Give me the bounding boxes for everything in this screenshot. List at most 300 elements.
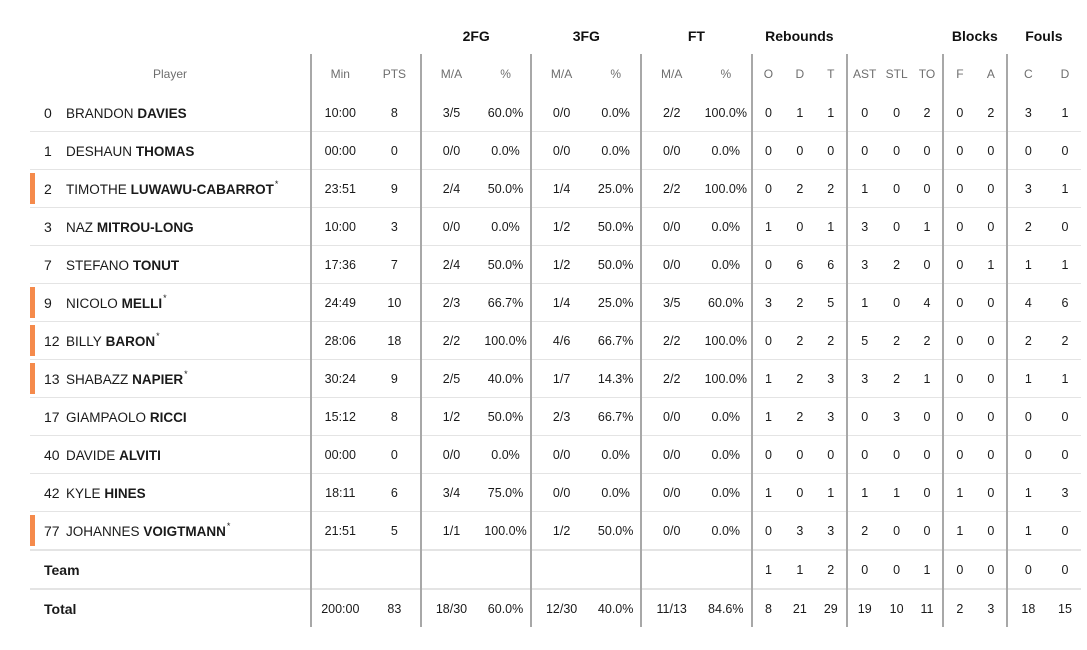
column-header-blk-a: A <box>986 67 995 81</box>
cell-blk-f: 0 <box>943 94 976 132</box>
team-row <box>30 550 1081 589</box>
cell-foul-d: 1 <box>1061 105 1069 120</box>
player-last-name: TONUT <box>132 257 180 273</box>
player-row <box>30 360 1081 398</box>
cell-ft-ma <box>641 550 701 589</box>
player-last-name: RICCI <box>149 409 187 425</box>
player-first-name: NAZ <box>66 219 93 235</box>
player-row <box>30 474 1081 512</box>
player-number: 42 <box>44 484 60 501</box>
cell-reb-t: 1 <box>815 474 847 512</box>
cell-ft-pct: 100.0% <box>701 322 751 360</box>
cell-reb-d: 2 <box>784 398 815 436</box>
cell-blk-f: 0 <box>943 132 976 170</box>
cell-reb-t: 0 <box>815 436 847 474</box>
cell-fg2-ma: 2/2 <box>421 322 481 360</box>
cell-fg3-ma: 1/2 <box>531 512 591 551</box>
cell-ast: 1 <box>847 474 881 512</box>
cell-foul-c: 1 <box>1007 246 1049 284</box>
cell-ast: 0 <box>847 132 881 170</box>
cell-fg3-pct: 66.7% <box>591 322 641 360</box>
player-first-name: TIMOTHE <box>66 181 127 197</box>
cell-reb-t: 2 <box>815 170 847 208</box>
cell-stl: 0 <box>881 208 912 246</box>
cell-min: 200:00 <box>311 589 369 627</box>
cell-foul-d: 0 <box>1049 550 1081 589</box>
player-last-name: ALVITI <box>119 447 161 463</box>
cell-reb-t: 1 <box>827 105 835 120</box>
cell-blk-f: 1 <box>943 474 976 512</box>
cell-pts: 9 <box>369 360 421 398</box>
cell-ast: 0 <box>847 436 881 474</box>
cell-foul-c: 1 <box>1007 512 1049 551</box>
group-header-ft: FT <box>687 28 705 44</box>
player-cell[interactable] <box>30 284 311 322</box>
cell-reb-o: 1 <box>752 208 785 246</box>
cell-fg3-ma <box>531 550 591 589</box>
cell-fg3-ma: 1/4 <box>531 170 591 208</box>
cell-ft-pct: 0.0% <box>701 246 751 284</box>
cell-pts: 83 <box>369 589 421 627</box>
column-header-foul-c: C <box>1007 54 1049 94</box>
cell-stl: 1 <box>881 474 912 512</box>
cell-ft-ma: 0/0 <box>641 512 701 551</box>
cell-fg2-ma: 2/4 <box>421 246 481 284</box>
player-row <box>30 132 1081 170</box>
player-first-name: JOHANNES <box>66 523 140 539</box>
cell-fg3-ma: 0/0 <box>531 436 591 474</box>
player-first-name: SHABAZZ <box>66 371 129 387</box>
team-label: Team <box>44 561 80 578</box>
cell-blk-f: 0 <box>943 246 976 284</box>
player-cell[interactable] <box>30 170 311 208</box>
cell-reb-t: 3 <box>815 360 847 398</box>
cell-fg2-pct: 75.0% <box>481 474 531 512</box>
cell-pts: 0 <box>369 132 421 170</box>
cell-blk-a: 0 <box>976 550 1007 589</box>
cell-ft-ma: 0/0 <box>641 246 701 284</box>
total-row <box>30 589 1081 627</box>
cell-fg3-ma: 12/30 <box>531 589 591 627</box>
cell-fg2-ma: 2/4 <box>421 170 481 208</box>
player-number: 40 <box>44 446 60 463</box>
column-header-ft-ma: M/A <box>641 54 701 94</box>
cell-foul-c: 1 <box>1007 360 1049 398</box>
player-cell[interactable] <box>30 436 311 474</box>
cell-fg3-ma: 1/4 <box>531 284 591 322</box>
cell-pts: 7 <box>369 246 421 284</box>
cell-ast: 0 <box>847 550 881 589</box>
cell-to: 2 <box>923 105 931 120</box>
cell-blk-a: 2 <box>987 105 995 120</box>
cell-pts: 0 <box>369 436 421 474</box>
cell-to: 0 <box>912 132 943 170</box>
cell-to: 1 <box>912 360 943 398</box>
player-last-name: THOMAS <box>135 143 195 159</box>
cell-fg2-pct: 100.0% <box>481 322 531 360</box>
cell-reb-d: 0 <box>784 208 815 246</box>
cell-fg3-ma: 1/2 <box>531 246 591 284</box>
cell-reb-o: 0 <box>752 132 785 170</box>
cell-fg3-pct: 0.0% <box>591 474 641 512</box>
player-cell[interactable] <box>30 512 311 551</box>
cell-blk-a: 0 <box>976 170 1007 208</box>
player-cell[interactable] <box>30 94 311 132</box>
player-row <box>30 398 1081 436</box>
player-last-name: DAVIES <box>137 105 187 121</box>
player-row <box>30 322 1081 360</box>
cell-reb-t: 2 <box>815 550 847 589</box>
column-header-min: Min <box>311 54 369 94</box>
cell-ft-pct: 0.0% <box>701 474 751 512</box>
player-number: 77 <box>44 522 60 539</box>
cell-reb-d: 3 <box>784 512 815 551</box>
cell-blk-a: 1 <box>976 246 1007 284</box>
cell-min: 18:11 <box>311 474 369 512</box>
starter-asterisk: * <box>274 178 279 189</box>
cell-to: 2 <box>912 322 943 360</box>
cell-blk-f: 0 <box>943 170 976 208</box>
cell-fg3-pct <box>591 550 641 589</box>
cell-ft-ma: 11/13 <box>641 589 701 627</box>
cell-foul-d: 0 <box>1049 512 1081 551</box>
cell-min: 10:00 <box>311 94 369 132</box>
cell-min: 28:06 <box>311 322 369 360</box>
player-row <box>30 94 1081 132</box>
cell-fg2-ma: 0/0 <box>421 436 481 474</box>
cell-reb-t: 2 <box>815 322 847 360</box>
player-cell[interactable] <box>30 322 311 360</box>
cell-pts: 10 <box>369 284 421 322</box>
group-header-2fg: 2FG <box>462 28 490 44</box>
cell-to: 0 <box>912 246 943 284</box>
cell-reb-d: 2 <box>784 170 815 208</box>
cell-fg3-pct: 25.0% <box>591 284 641 322</box>
cell-min: 15:12 <box>311 398 369 436</box>
cell-stl: 3 <box>881 398 912 436</box>
cell-fg2-pct: 66.7% <box>481 284 531 322</box>
column-header-blk-f: F <box>943 54 976 94</box>
cell-blk-f: 0 <box>943 360 976 398</box>
cell-ast: 0 <box>847 94 881 132</box>
group-header-row <box>30 18 1081 54</box>
cell-foul-c: 18 <box>1007 589 1049 627</box>
cell-reb-t: 0 <box>815 132 847 170</box>
cell-foul-d: 1 <box>1049 170 1081 208</box>
cell-foul-c: 2 <box>1007 208 1049 246</box>
cell-min: 00:00 <box>311 436 369 474</box>
player-number: 0 <box>44 104 52 121</box>
cell-min: 23:51 <box>311 170 369 208</box>
cell-foul-c: 4 <box>1007 284 1049 322</box>
cell-reb-o: 0 <box>752 246 785 284</box>
cell-stl: 0 <box>893 105 901 120</box>
player-first-name: BILLY <box>66 333 102 349</box>
player-cell[interactable] <box>30 398 311 436</box>
column-header-reb-o: O <box>752 54 785 94</box>
cell-stl: 0 <box>881 512 912 551</box>
player-number: 17 <box>44 408 60 425</box>
cell-fg2-pct <box>481 550 531 589</box>
cell-blk-f: 2 <box>943 589 976 627</box>
cell-ft-ma: 0/0 <box>641 436 701 474</box>
cell-foul-c: 3 <box>1007 170 1049 208</box>
cell-min: 21:51 <box>311 512 369 551</box>
cell-foul-d: 2 <box>1049 322 1081 360</box>
cell-to: 4 <box>912 284 943 322</box>
cell-fg2-pct: 0.0% <box>481 208 531 246</box>
player-last-name: VOIGTMANN <box>143 523 226 539</box>
cell-to: 1 <box>912 550 943 589</box>
cell-foul-d: 0 <box>1049 208 1081 246</box>
player-row <box>30 512 1081 551</box>
cell-blk-a: 0 <box>976 360 1007 398</box>
player-last-name: NAPIER <box>132 371 184 387</box>
cell-min: 10:00 <box>311 208 369 246</box>
cell-fg2-ma: 0/0 <box>421 208 481 246</box>
player-row <box>30 284 1081 322</box>
cell-fg2-pct: 50.0% <box>481 246 531 284</box>
cell-fg2-pct: 40.0% <box>481 360 531 398</box>
cell-blk-a: 0 <box>976 284 1007 322</box>
cell-pts: 18 <box>369 322 421 360</box>
cell-fg3-pct: 14.3% <box>591 360 641 398</box>
cell-reb-d: 2 <box>784 284 815 322</box>
cell-foul-c: 0 <box>1007 398 1049 436</box>
player-row <box>30 170 1081 208</box>
player-last-name: BARON <box>105 333 156 349</box>
starter-asterisk: * <box>156 330 160 341</box>
cell-reb-d: 0 <box>784 132 815 170</box>
player-first-name: BRANDON <box>66 105 134 121</box>
cell-ft-pct: 0.0% <box>701 436 751 474</box>
group-header-3fg: 3FG <box>572 28 600 44</box>
cell-blk-a: 0 <box>976 512 1007 551</box>
starter-indicator <box>30 173 35 204</box>
cell-ft-ma: 3/5 <box>641 284 701 322</box>
cell-ft-pct: 0.0% <box>701 208 751 246</box>
cell-stl: 2 <box>881 322 912 360</box>
cell-pts: 9 <box>369 170 421 208</box>
cell-reb-d: 1 <box>796 105 804 120</box>
cell-fg2-ma: 1/1 <box>421 512 481 551</box>
cell-fg2-pct: 0.0% <box>481 436 531 474</box>
cell-ft-pct: 84.6% <box>701 589 751 627</box>
player-first-name: STEFANO <box>66 257 130 273</box>
cell-reb-d: 2 <box>784 360 815 398</box>
cell-foul-c: 1 <box>1007 474 1049 512</box>
cell-blk-a: 0 <box>976 322 1007 360</box>
cell-stl: 0 <box>881 132 912 170</box>
cell-blk-a: 0 <box>976 208 1007 246</box>
cell-fg3-ma: 1/2 <box>531 208 591 246</box>
player-number: 1 <box>44 142 52 159</box>
cell-reb-o: 0 <box>752 94 785 132</box>
cell-fg2-ma <box>421 550 481 589</box>
cell-fg3-ma: 0/0 <box>531 474 591 512</box>
cell-foul-c: 0 <box>1007 132 1049 170</box>
cell-reb-o: 1 <box>752 398 785 436</box>
cell-fg3-pct: 66.7% <box>591 398 641 436</box>
cell-ft-pct: 60.0% <box>701 284 751 322</box>
cell-fg2-ma: 2/5 <box>421 360 481 398</box>
cell-reb-d: 1 <box>784 550 815 589</box>
cell-fg3-ma: 4/6 <box>531 322 591 360</box>
cell-reb-d: 0 <box>784 474 815 512</box>
player-row <box>30 246 1081 284</box>
cell-min <box>311 550 369 589</box>
cell-foul-d: 0 <box>1049 398 1081 436</box>
cell-reb-t: 3 <box>815 512 847 551</box>
cell-reb-t: 5 <box>815 284 847 322</box>
cell-ast: 1 <box>847 284 881 322</box>
starter-asterisk: * <box>184 368 188 379</box>
cell-foul-d: 6 <box>1049 284 1081 322</box>
cell-fg3-ma: 0/0 <box>531 132 591 170</box>
cell-reb-o: 8 <box>752 589 785 627</box>
cell-blk-f: 0 <box>943 550 976 589</box>
cell-reb-d: 21 <box>784 589 815 627</box>
cell-ft-pct <box>701 550 751 589</box>
cell-pts: 8 <box>369 398 421 436</box>
player-cell[interactable] <box>30 246 311 284</box>
cell-stl: 0 <box>881 170 912 208</box>
cell-fg2-ma: 18/30 <box>421 589 481 627</box>
cell-foul-c: 2 <box>1007 322 1049 360</box>
starter-indicator <box>30 363 35 394</box>
cell-fg2-ma: 2/3 <box>421 284 481 322</box>
player-row <box>30 208 1081 246</box>
cell-fg3-pct: 25.0% <box>591 170 641 208</box>
column-header-3fg-pct: % <box>610 67 621 81</box>
player-first-name: DESHAUN <box>66 143 133 159</box>
cell-pts <box>369 550 421 589</box>
player-last-name: HINES <box>104 485 146 501</box>
player-last-name: MELLI <box>121 295 163 311</box>
cell-fg3-pct: 40.0% <box>591 589 641 627</box>
player-number: 2 <box>44 180 52 197</box>
cell-fg3-ma: 2/3 <box>531 398 591 436</box>
cell-min: 30:24 <box>311 360 369 398</box>
total-label: Total <box>44 600 77 617</box>
player-number: 7 <box>44 256 52 273</box>
column-header-row <box>30 54 1081 94</box>
box-score-body <box>30 94 1081 627</box>
cell-ft-pct: 0.0% <box>701 398 751 436</box>
player-row <box>30 436 1081 474</box>
column-header-ft-pct: % <box>720 67 732 81</box>
column-header-reb-t: T <box>827 67 835 81</box>
cell-min: 00:00 <box>311 132 369 170</box>
cell-fg3-pct: 0.0% <box>591 436 641 474</box>
cell-reb-o: 0 <box>752 322 785 360</box>
cell-foul-d: 1 <box>1049 360 1081 398</box>
cell-fg2-pct: 60.0% <box>487 105 524 120</box>
cell-fg3-pct: 0.0% <box>601 105 630 120</box>
cell-blk-a: 0 <box>976 474 1007 512</box>
cell-ft-ma: 0/0 <box>641 132 701 170</box>
column-header-ast: AST <box>847 54 881 94</box>
cell-ft-ma: 2/2 <box>641 322 701 360</box>
cell-stl: 0 <box>881 550 912 589</box>
starter-asterisk: * <box>163 292 167 303</box>
cell-ft-pct: 100.0% <box>701 360 751 398</box>
player-first-name: GIAMPAOLO <box>66 409 147 425</box>
player-cell[interactable] <box>30 132 311 170</box>
cell-fg2-pct: 100.0% <box>481 512 531 551</box>
cell-reb-o: 3 <box>752 284 785 322</box>
cell-ft-pct: 100.0% <box>704 105 747 120</box>
cell-foul-d: 3 <box>1049 474 1081 512</box>
cell-ft-ma: 0/0 <box>641 398 701 436</box>
cell-foul-c: 0 <box>1007 436 1049 474</box>
cell-fg2-ma: 0/0 <box>421 132 481 170</box>
cell-foul-d: 15 <box>1049 589 1081 627</box>
starter-indicator <box>30 287 35 318</box>
cell-ft-ma: 2/2 <box>641 170 701 208</box>
player-cell[interactable] <box>30 474 311 512</box>
cell-ast: 3 <box>847 208 881 246</box>
cell-fg3-ma: 0/0 <box>531 94 591 132</box>
cell-pts: 6 <box>369 474 421 512</box>
player-number: 3 <box>44 218 52 235</box>
cell-to: 1 <box>912 208 943 246</box>
cell-ast: 2 <box>847 512 881 551</box>
cell-fg2-pct: 0.0% <box>481 132 531 170</box>
cell-foul-d: 1 <box>1049 246 1081 284</box>
cell-ft-pct: 0.0% <box>701 132 751 170</box>
cell-ast: 3 <box>847 360 881 398</box>
cell-fg3-pct: 50.0% <box>591 208 641 246</box>
cell-stl: 10 <box>881 589 912 627</box>
cell-reb-t: 29 <box>815 589 847 627</box>
cell-stl: 2 <box>881 360 912 398</box>
cell-to: 0 <box>912 170 943 208</box>
group-header-blocks: Blocks <box>951 28 998 44</box>
cell-blk-f: 0 <box>943 284 976 322</box>
cell-stl: 0 <box>881 436 912 474</box>
cell-ast: 0 <box>847 398 881 436</box>
cell-fg2-ma: 1/2 <box>421 398 481 436</box>
player-cell[interactable] <box>30 208 311 246</box>
cell-blk-f: 0 <box>943 208 976 246</box>
player-number: 9 <box>44 294 52 311</box>
player-first-name: DAVIDE <box>66 447 116 463</box>
cell-reb-o: 0 <box>752 170 785 208</box>
cell-reb-d: 0 <box>784 436 815 474</box>
cell-reb-o: 1 <box>752 360 785 398</box>
cell-to: 0 <box>912 512 943 551</box>
player-first-name: NICOLO <box>66 295 118 311</box>
cell-fg3-ma: 1/7 <box>531 360 591 398</box>
cell-blk-f: 0 <box>943 436 976 474</box>
cell-fg2-pct: 60.0% <box>481 589 531 627</box>
cell-reb-d: 2 <box>784 322 815 360</box>
player-first-name: KYLE <box>66 485 101 501</box>
player-last-name: MITROU-LONG <box>96 219 194 235</box>
column-header-foul-d: D <box>1060 67 1070 81</box>
cell-foul-d: 0 <box>1049 132 1081 170</box>
cell-blk-a: 0 <box>976 132 1007 170</box>
cell-blk-a: 0 <box>976 398 1007 436</box>
cell-ft-pct: 0.0% <box>701 512 751 551</box>
column-header-2fg-pct: % <box>500 67 511 81</box>
player-cell[interactable] <box>30 360 311 398</box>
cell-blk-f: 1 <box>943 512 976 551</box>
starter-indicator <box>30 325 35 356</box>
cell-foul-c: 3 <box>1007 94 1049 132</box>
total-label-cell <box>30 589 311 627</box>
